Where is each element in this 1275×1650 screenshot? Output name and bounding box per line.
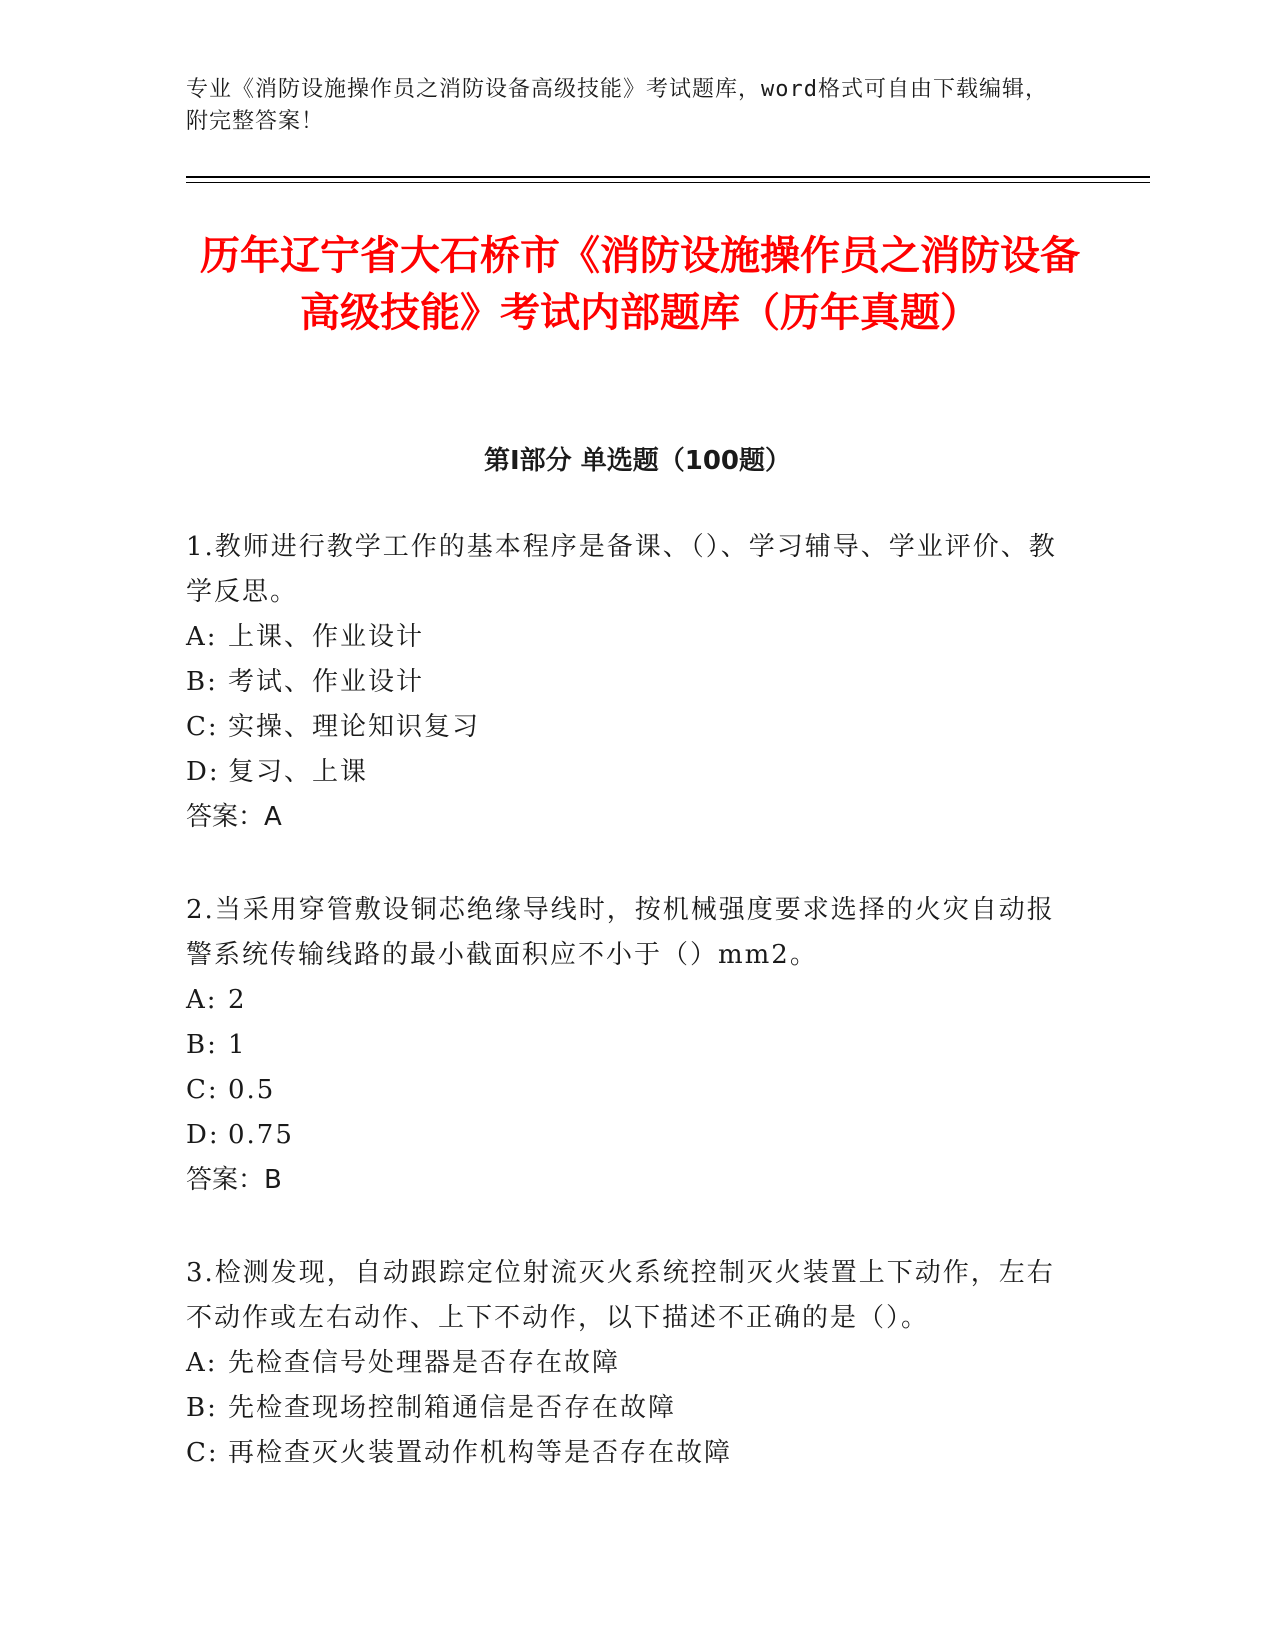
option-c: [186, 705, 1066, 750]
option-key: C:: [186, 1438, 219, 1468]
option-c: [186, 1431, 1066, 1476]
header-divider-thin: [186, 182, 1150, 183]
option-text: 0.5: [228, 1075, 276, 1105]
option-key: C:: [186, 712, 219, 742]
option-text: 2: [228, 985, 247, 1015]
option-text: 1: [228, 1030, 247, 1060]
option-text: 0.75: [228, 1120, 294, 1150]
option-text: 先检查现场控制箱通信是否存在故障: [228, 1393, 677, 1423]
question-1: [186, 525, 1066, 840]
option-key: C:: [186, 1075, 219, 1105]
option-key: B:: [186, 1030, 218, 1060]
option-b: [186, 1023, 1066, 1068]
option-c: [186, 1068, 1066, 1113]
question-stem: 1.教师进行教学工作的基本程序是备课、（）、学习辅导、学业评价、教学反思。: [186, 532, 1057, 607]
option-key: A:: [186, 985, 218, 1015]
option-key: D:: [186, 1120, 220, 1150]
header-note: 专业《消防设施操作员之消防设备高级技能》考试题库，word格式可自由下载编辑，附完整答案！: [186, 77, 1048, 134]
header-divider-thick: [186, 176, 1150, 178]
option-a: [186, 615, 1066, 660]
option-key: B:: [186, 1393, 218, 1423]
option-b: [186, 660, 1066, 705]
option-key: A:: [186, 1348, 218, 1378]
option-text: 先检查信号处理器是否存在故障: [228, 1348, 621, 1378]
question-stem: 3.检测发现，自动跟踪定位射流灭火系统控制灭火装置上下动作，左右不动作或左右动作、上下不动作，以下描述不正确的是（）。: [186, 1258, 1055, 1333]
question-stem: 2.当采用穿管敷设铜芯绝缘导线时，按机械强度要求选择的火灾自动报警系统传输线路的最小截面积应不小于（）mm2。: [186, 895, 1055, 970]
option-text: 考试、作业设计: [228, 667, 425, 697]
question-list: [186, 525, 1066, 1524]
question-3: [186, 1251, 1066, 1476]
option-d: [186, 1113, 1066, 1158]
option-text: 上课、作业设计: [228, 622, 425, 652]
option-key: B:: [186, 667, 218, 697]
option-text: 再检查灭火装置动作机构等是否存在故障: [228, 1438, 733, 1468]
answer: 答案：A: [186, 802, 282, 832]
option-d: [186, 750, 1066, 795]
answer: 答案：B: [186, 1165, 282, 1195]
option-a: [186, 978, 1066, 1023]
option-a: [186, 1341, 1066, 1386]
question-2: [186, 888, 1066, 1203]
option-b: [186, 1386, 1066, 1431]
option-key: A:: [186, 622, 218, 652]
option-key: D:: [186, 757, 220, 787]
option-text: 实操、理论知识复习: [228, 712, 481, 742]
section-heading: 第Ⅰ部分 单选题（100题）: [484, 446, 791, 476]
option-text: 复习、上课: [228, 757, 369, 787]
document-title: 历年辽宁省大石桥市《消防设施操作员之消防设备高级技能》考试内部题库（历年真题）: [200, 233, 1080, 336]
